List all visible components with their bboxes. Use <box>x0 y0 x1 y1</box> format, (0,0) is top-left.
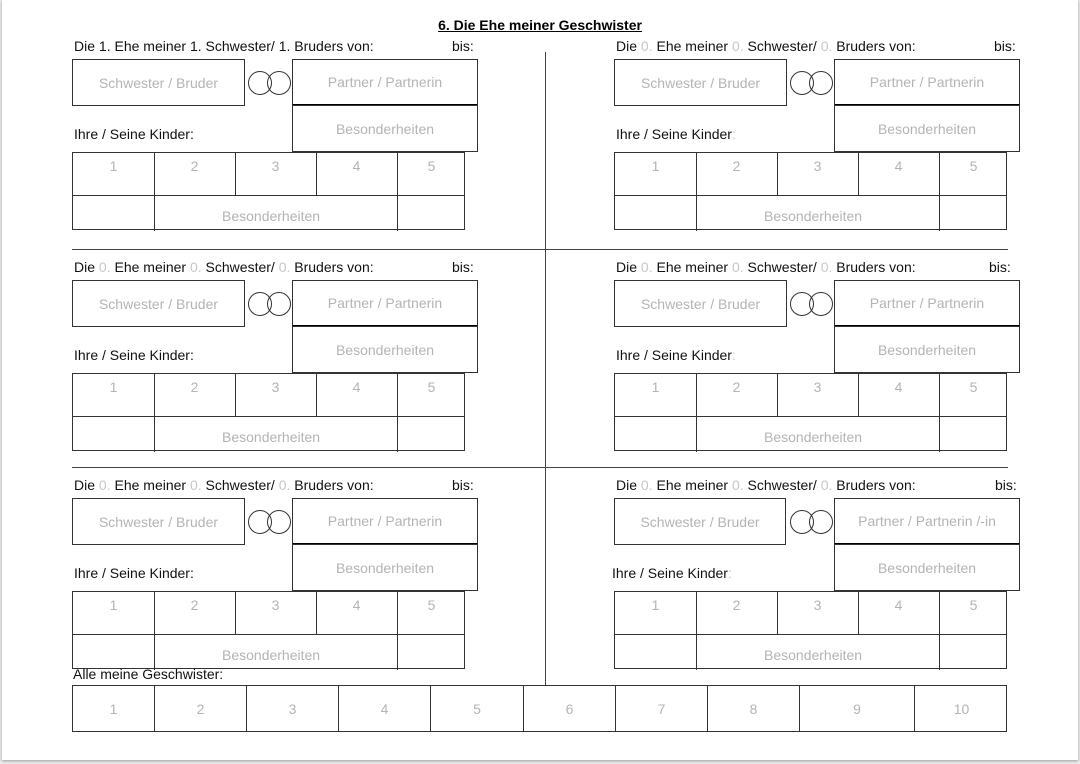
children-remarks-label: Besonderheiten <box>222 208 321 224</box>
children-table <box>72 591 465 669</box>
sibling-number-cell[interactable]: 7 <box>616 686 708 731</box>
header-schwester: Schwester/ <box>205 259 275 275</box>
sibling-name-field[interactable]: Schwester / Bruder <box>614 280 787 327</box>
wedding-ring-icon <box>267 71 291 95</box>
sibling-number: 0. <box>189 259 202 275</box>
sibling-number: 0. <box>731 38 744 54</box>
child-number[interactable]: 2 <box>732 597 741 613</box>
sibling-number: 0. <box>731 259 744 275</box>
document-page <box>2 0 1078 760</box>
children-label-colon: : <box>731 347 736 363</box>
brother-number: 1. <box>278 38 291 54</box>
header-ehe-meiner: Ehe meiner <box>656 38 729 54</box>
children-label <box>74 347 194 363</box>
brother-number: 0. <box>278 477 291 493</box>
children-label-text: Ihre / Seine Kinder <box>616 347 732 363</box>
wedding-ring-icon <box>809 71 833 95</box>
child-number[interactable]: 2 <box>732 158 741 174</box>
horizontal-divider <box>72 467 1008 468</box>
children-table-divider <box>73 634 464 635</box>
sibling-number-cell[interactable]: 9 <box>800 686 915 731</box>
children-table <box>614 152 1007 230</box>
wedding-ring-icon <box>809 510 833 534</box>
all-siblings-label: Alle meine Geschwister: <box>73 666 224 682</box>
child-number[interactable]: 4 <box>894 597 903 613</box>
children-table <box>72 152 465 230</box>
child-number[interactable]: 3 <box>271 158 280 174</box>
header-die: Die <box>74 38 96 54</box>
header-die: Die <box>616 38 638 54</box>
children-label-colon: : <box>727 565 732 581</box>
sibling-number: 1. <box>189 38 202 54</box>
children-table-divider <box>615 195 1006 196</box>
header-schwester: Schwester/ <box>747 477 817 493</box>
header-bruders-von: Bruders von: <box>294 38 374 54</box>
child-number[interactable]: 1 <box>109 158 118 174</box>
children-table-divider <box>73 195 464 196</box>
partner-name-field[interactable]: Partner / Partnerin <box>834 280 1020 327</box>
header-bruders-von: Bruders von: <box>294 259 374 275</box>
children-table-divider <box>615 634 1006 635</box>
marriage-number: 0. <box>640 477 653 493</box>
children-label-text: Ihre / Seine Kinder <box>616 126 732 142</box>
child-number[interactable]: 5 <box>969 597 978 613</box>
until-label: bis: <box>452 259 474 275</box>
sibling-number-cell[interactable]: 2 <box>155 686 247 731</box>
partner-name-field[interactable]: Partner / Partnerin <box>292 59 478 106</box>
child-number[interactable]: 4 <box>894 379 903 395</box>
children-remarks-label: Besonderheiten <box>764 647 863 663</box>
until-label: bis: <box>452 38 474 54</box>
wedding-ring-icon <box>809 292 833 316</box>
children-label <box>616 347 736 363</box>
partner-remarks-field[interactable]: Besonderheiten <box>292 326 478 373</box>
sibling-number-cell[interactable]: 10 <box>953 700 970 717</box>
children-remarks-label: Besonderheiten <box>764 429 863 445</box>
sibling-number: 0. <box>731 477 744 493</box>
header-schwester: Schwester/ <box>205 477 275 493</box>
vertical-divider <box>545 52 546 685</box>
sibling-number-cell[interactable]: 3 <box>247 686 339 731</box>
child-number[interactable]: 5 <box>427 597 436 613</box>
children-table-divider <box>73 416 464 417</box>
children-table <box>72 373 465 451</box>
marriage-number: 0. <box>98 477 111 493</box>
all-siblings-table <box>72 685 1007 732</box>
partner-remarks-field[interactable]: Besonderheiten <box>292 105 478 152</box>
wedding-ring-icon <box>267 510 291 534</box>
marriage-number: 0. <box>98 259 111 275</box>
children-label-colon: : <box>189 565 194 581</box>
marriage-number: 0. <box>640 259 653 275</box>
marriage-header <box>74 259 374 275</box>
header-schwester: Schwester/ <box>205 38 275 54</box>
marriage-header <box>616 477 916 493</box>
child-number[interactable]: 3 <box>813 597 822 613</box>
sibling-number-cell[interactable]: 4 <box>339 686 431 731</box>
children-remarks-label: Besonderheiten <box>764 208 863 224</box>
marriage-number: 1. <box>98 38 111 54</box>
children-label-text: Ihre / Seine Kinder <box>612 565 728 581</box>
marriage-header <box>74 477 374 493</box>
brother-number: 0. <box>820 259 833 275</box>
child-number[interactable]: 2 <box>732 379 741 395</box>
child-number[interactable]: 1 <box>109 379 118 395</box>
header-bruders-von: Bruders von: <box>836 38 916 54</box>
child-number[interactable]: 3 <box>271 379 280 395</box>
sibling-number: 0. <box>189 477 202 493</box>
child-number[interactable]: 5 <box>427 158 436 174</box>
child-number[interactable]: 2 <box>190 597 199 613</box>
until-label: bis: <box>995 477 1017 493</box>
header-bruders-von: Bruders von: <box>294 477 374 493</box>
child-number[interactable]: 1 <box>651 379 660 395</box>
brother-number: 0. <box>278 259 291 275</box>
header-die: Die <box>616 477 638 493</box>
child-number[interactable]: 4 <box>352 158 361 174</box>
sibling-number-cell[interactable]: 6 <box>524 686 616 731</box>
brother-number: 0. <box>820 38 833 54</box>
header-schwester: Schwester/ <box>747 259 817 275</box>
child-number[interactable]: 4 <box>894 158 903 174</box>
child-number[interactable]: 5 <box>969 158 978 174</box>
children-label-colon: : <box>189 347 194 363</box>
header-bruders-von: Bruders von: <box>836 477 916 493</box>
children-label-colon: : <box>731 126 736 142</box>
header-schwester: Schwester/ <box>747 38 817 54</box>
wedding-ring-icon <box>267 292 291 316</box>
child-number[interactable]: 5 <box>427 379 436 395</box>
children-remarks-label: Besonderheiten <box>222 429 321 445</box>
child-number[interactable]: 2 <box>190 158 199 174</box>
children-table <box>614 373 1007 451</box>
header-die: Die <box>74 259 96 275</box>
partner-name-field[interactable]: Partner / Partnerin <box>292 498 478 545</box>
until-label: bis: <box>452 477 474 493</box>
sibling-number-cell[interactable]: 5 <box>431 686 524 731</box>
sibling-name-field[interactable]: Schwester / Bruder <box>614 59 787 106</box>
children-label-colon: : <box>189 126 194 142</box>
children-label <box>616 126 736 142</box>
children-table <box>614 591 1007 669</box>
horizontal-divider <box>72 249 1008 250</box>
page-title: 6. Die Ehe meiner Geschwister <box>438 17 642 33</box>
header-die: Die <box>74 477 96 493</box>
partner-remarks-field[interactable]: Besonderheiten <box>834 105 1020 152</box>
sibling-name-field[interactable]: Schwester / Bruder <box>72 59 245 106</box>
child-number[interactable]: 5 <box>969 379 978 395</box>
until-label: bis: <box>994 38 1016 54</box>
header-bruders-von: Bruders von: <box>836 259 916 275</box>
children-label-text: Ihre / Seine Kinder <box>74 126 190 142</box>
child-number[interactable]: 3 <box>813 379 822 395</box>
children-label <box>74 126 194 142</box>
child-number[interactable]: 1 <box>651 158 660 174</box>
partner-remarks-field[interactable]: Besonderheiten <box>834 326 1020 373</box>
header-ehe-meiner: Ehe meiner <box>114 38 187 54</box>
header-ehe-meiner: Ehe meiner <box>656 259 729 275</box>
sibling-name-field[interactable]: Schwester / Bruder <box>72 280 245 327</box>
marriage-header <box>616 259 916 275</box>
children-label-text: Ihre / Seine Kinder <box>74 565 190 581</box>
partner-remarks-field[interactable]: Besonderheiten <box>834 544 1020 591</box>
child-number[interactable]: 4 <box>352 379 361 395</box>
marriage-number: 0. <box>640 38 653 54</box>
header-ehe-meiner: Ehe meiner <box>114 259 187 275</box>
header-ehe-meiner: Ehe meiner <box>656 477 729 493</box>
children-label <box>612 565 732 581</box>
sibling-name-field[interactable]: Schwester / Bruder <box>72 498 245 545</box>
header-ehe-meiner: Ehe meiner <box>114 477 187 493</box>
sibling-number-cell[interactable]: 1 <box>73 686 155 731</box>
until-label: bis: <box>989 259 1011 275</box>
child-number[interactable]: 3 <box>271 597 280 613</box>
header-die: Die <box>616 259 638 275</box>
sibling-number-cell[interactable]: 8 <box>708 686 800 731</box>
children-table-divider <box>615 416 1006 417</box>
partner-remarks-field[interactable]: Besonderheiten <box>292 544 478 591</box>
children-label-text: Ihre / Seine Kinder <box>74 347 190 363</box>
marriage-header <box>74 38 374 54</box>
partner-name-field[interactable]: Partner / Partnerin <box>834 59 1020 106</box>
children-label <box>74 565 194 581</box>
partner-name-field[interactable]: Partner / Partnerin /-in <box>834 498 1020 545</box>
marriage-header <box>616 38 916 54</box>
child-number[interactable]: 3 <box>813 158 822 174</box>
child-number[interactable]: 1 <box>651 597 660 613</box>
child-number[interactable]: 2 <box>190 379 199 395</box>
brother-number: 0. <box>820 477 833 493</box>
sibling-name-field[interactable]: Schwester / Bruder <box>614 498 786 545</box>
child-number[interactable]: 4 <box>352 597 361 613</box>
partner-name-field[interactable]: Partner / Partnerin <box>292 280 478 327</box>
children-remarks-label: Besonderheiten <box>222 647 321 663</box>
child-number[interactable]: 1 <box>109 597 118 613</box>
